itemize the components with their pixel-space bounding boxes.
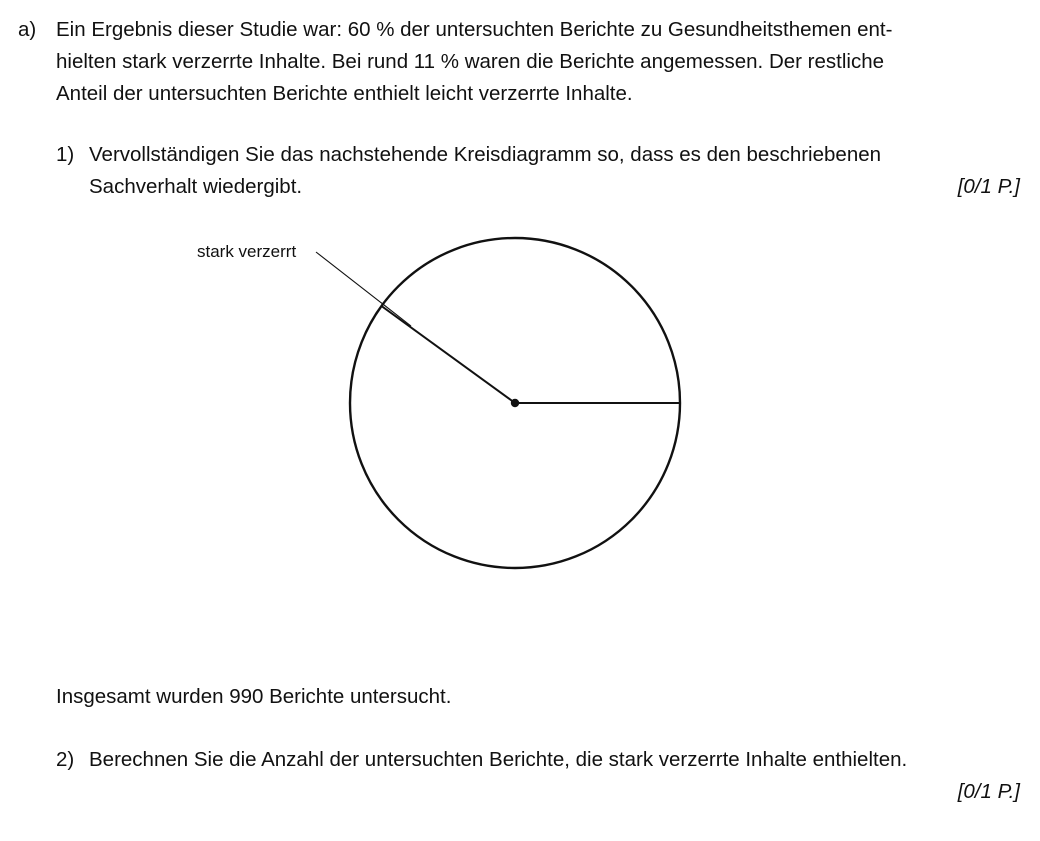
pie-center-dot: [511, 399, 519, 407]
task-label: a): [18, 18, 37, 41]
question-1-points: [0/1 P.]: [957, 175, 1020, 198]
question-2-points: [0/1 P.]: [957, 780, 1020, 803]
question-2-number: 2): [56, 748, 75, 771]
question-2-text: Berechnen Sie die Anzahl der untersuchten Berichte, die stark verzerrte Inhalte enthielten.: [89, 748, 908, 771]
slice-label-stark-verzerrt: stark verzerrt: [197, 242, 297, 261]
question-1-line-2: Sachverhalt wiedergibt.: [89, 175, 303, 198]
total-reports-text: Insgesamt wurden 990 Berichte untersucht.: [56, 685, 452, 708]
intro-line-3: Anteil der untersuchten Berichte enthielt leicht verzerrte Inhalte.: [56, 82, 633, 105]
intro-line-1: Ein Ergebnis dieser Studie war: 60 % der untersuchten Berichte zu Gesundheitsthemen ent-: [56, 18, 893, 41]
intro-line-2: hielten stark verzerrte Inhalte. Bei rund 11 % waren die Berichte angemessen. Der restliche: [56, 50, 885, 73]
question-1-line-1: Vervollständigen Sie das nachstehende Kreisdiagramm so, dass es den beschriebenen: [89, 143, 882, 166]
pie-radius-2: [382, 306, 516, 403]
question-1-number: 1): [56, 143, 75, 166]
pie-radii: [382, 306, 681, 403]
